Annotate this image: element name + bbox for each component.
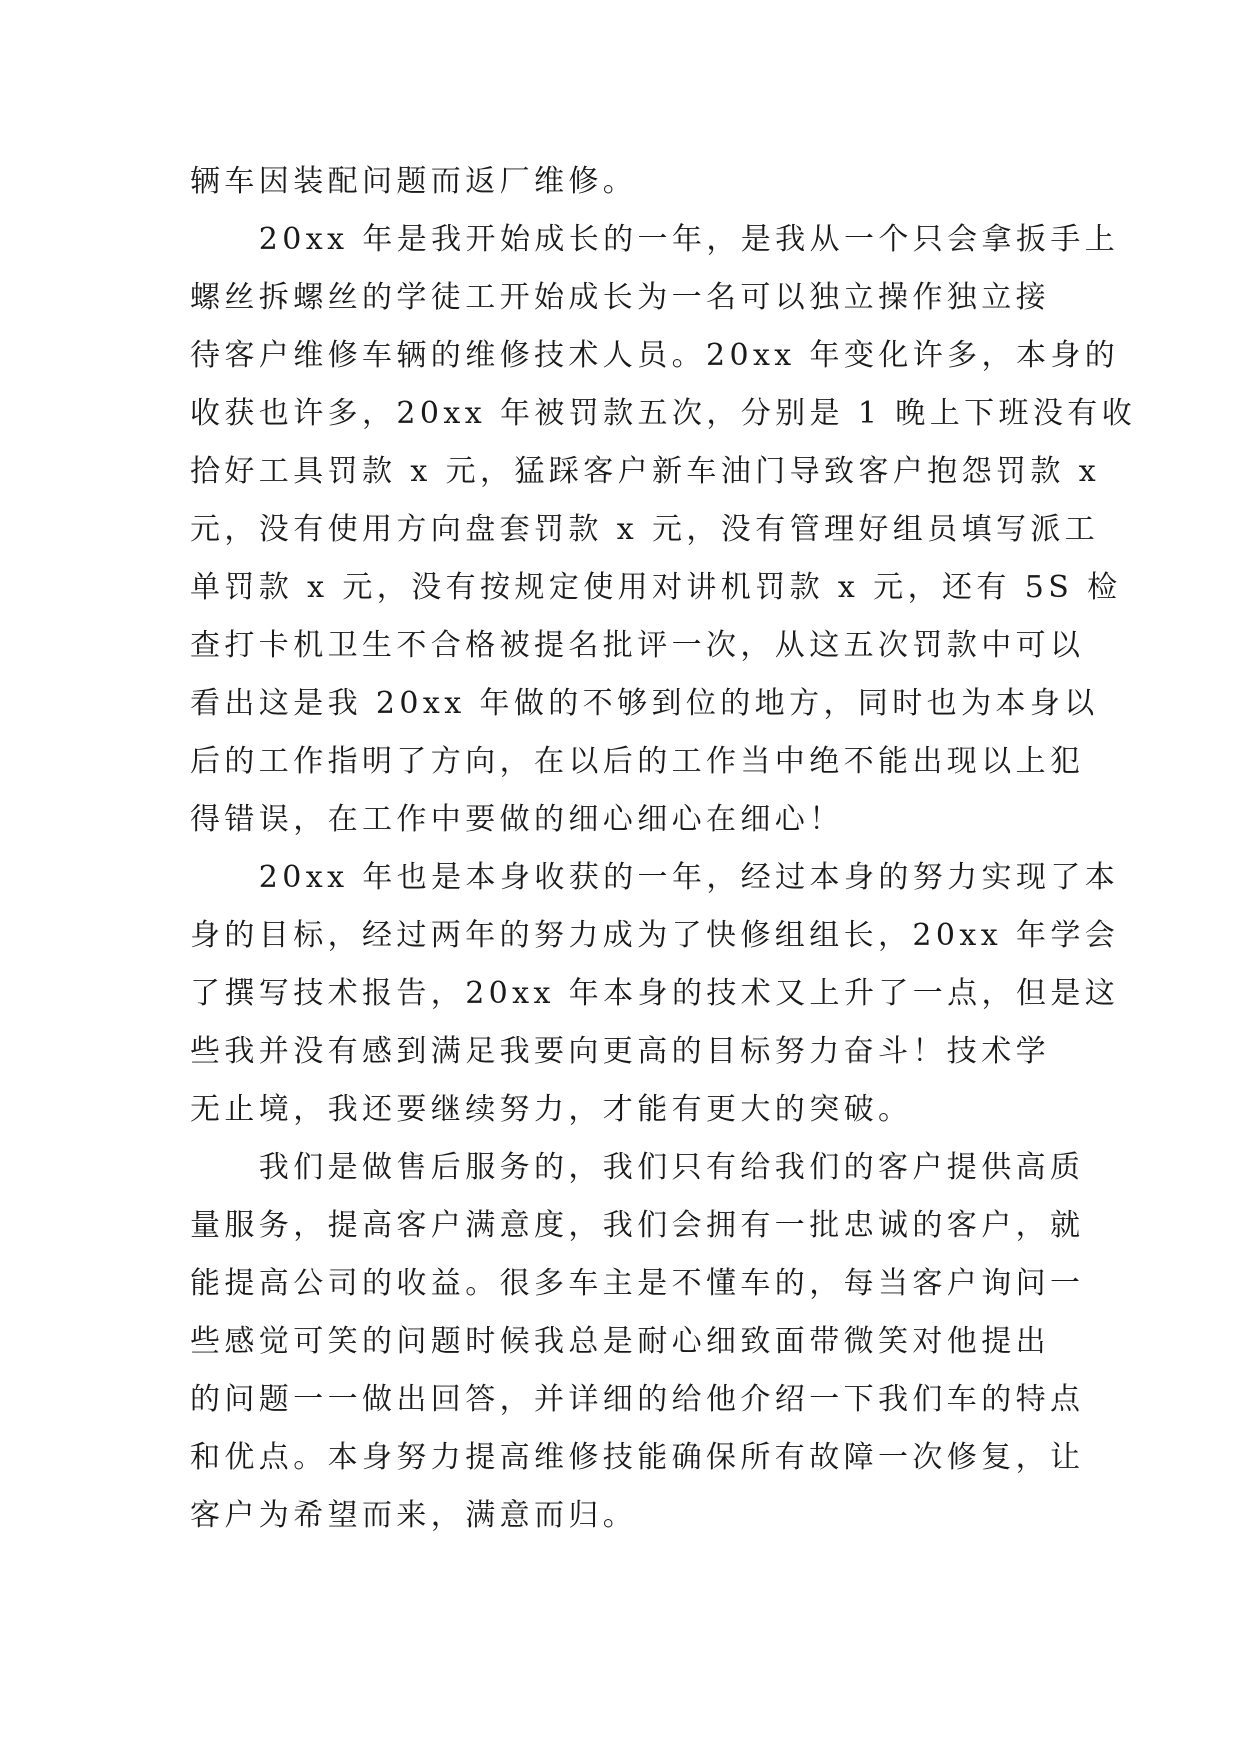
text-line: 身的目标，经过两年的努力成为了快修组组长，20xx 年学会 <box>190 918 1120 953</box>
text-line: 待客户维修车辆的维修技术人员。20xx 年变化许多，本身的 <box>190 338 1120 373</box>
text-line: 客户为希望而来，满意而归。 <box>190 1498 638 1533</box>
text-line: 收获也许多，20xx 年被罚款五次，分别是 1 晚上下班没有收 <box>190 396 1137 431</box>
text-line: 了撰写技术报告，20xx 年本身的技术又上升了一点，但是这 <box>190 976 1120 1011</box>
text-line: 查打卡机卫生不合格被提名批评一次，从这五次罚款中可以 <box>190 628 1085 663</box>
text-line: 些我并没有感到满足我要向更高的目标努力奋斗！技术学 <box>190 1034 1050 1069</box>
text-line: 些感觉可笑的问题时候我总是耐心细致面带微笑对他提出 <box>190 1324 1050 1359</box>
text-line: 量服务，提高客户满意度，我们会拥有一批忠诚的客户，就 <box>190 1208 1085 1243</box>
document-body <box>190 153 1137 1545</box>
paragraph-2 <box>190 211 1137 849</box>
text-line: 辆车因装配问题而返厂维修。 <box>190 164 638 199</box>
text-line: 拾好工具罚款 x 元，猛踩客户新车油门导致客户抱怨罚款 x <box>190 454 1101 489</box>
paragraph-1 <box>190 153 1050 211</box>
text-line: 20xx 年也是本身收获的一年，经过本身的努力实现了本 <box>190 860 1120 895</box>
paragraph-3 <box>190 849 1120 1139</box>
text-line: 和优点。本身努力提高维修技能确保所有故障一次修复，让 <box>190 1440 1085 1475</box>
text-line: 元，没有使用方向盘套罚款 x 元，没有管理好组员填写派工 <box>190 512 1100 547</box>
text-line: 得错误，在工作中要做的细心细心在细心！ <box>190 802 844 837</box>
text-line: 单罚款 x 元，没有按规定使用对讲机罚款 x 元，还有 5S 检 <box>190 570 1122 605</box>
text-line: 螺丝拆螺丝的学徒工开始成长为一名可以独立操作独立接 <box>190 280 1050 315</box>
text-line: 看出这是我 20xx 年做的不够到位的地方，同时也为本身以 <box>190 686 1099 721</box>
text-line: 我们是做售后服务的，我们只有给我们的客户提供高质 <box>190 1150 1085 1185</box>
text-line: 的问题一一做出回答，并详细的给他介绍一下我们车的特点 <box>190 1382 1085 1417</box>
text-line: 能提高公司的收益。很多车主是不懂车的，每当客户询问一 <box>190 1266 1085 1301</box>
text-line: 无止境，我还要继续努力，才能有更大的突破。 <box>190 1092 913 1127</box>
text-line: 后的工作指明了方向，在以后的工作当中绝不能出现以上犯 <box>190 744 1085 779</box>
text-line: 20xx 年是我开始成长的一年，是我从一个只会拿扳手上 <box>190 222 1120 257</box>
paragraph-4 <box>190 1139 1085 1545</box>
